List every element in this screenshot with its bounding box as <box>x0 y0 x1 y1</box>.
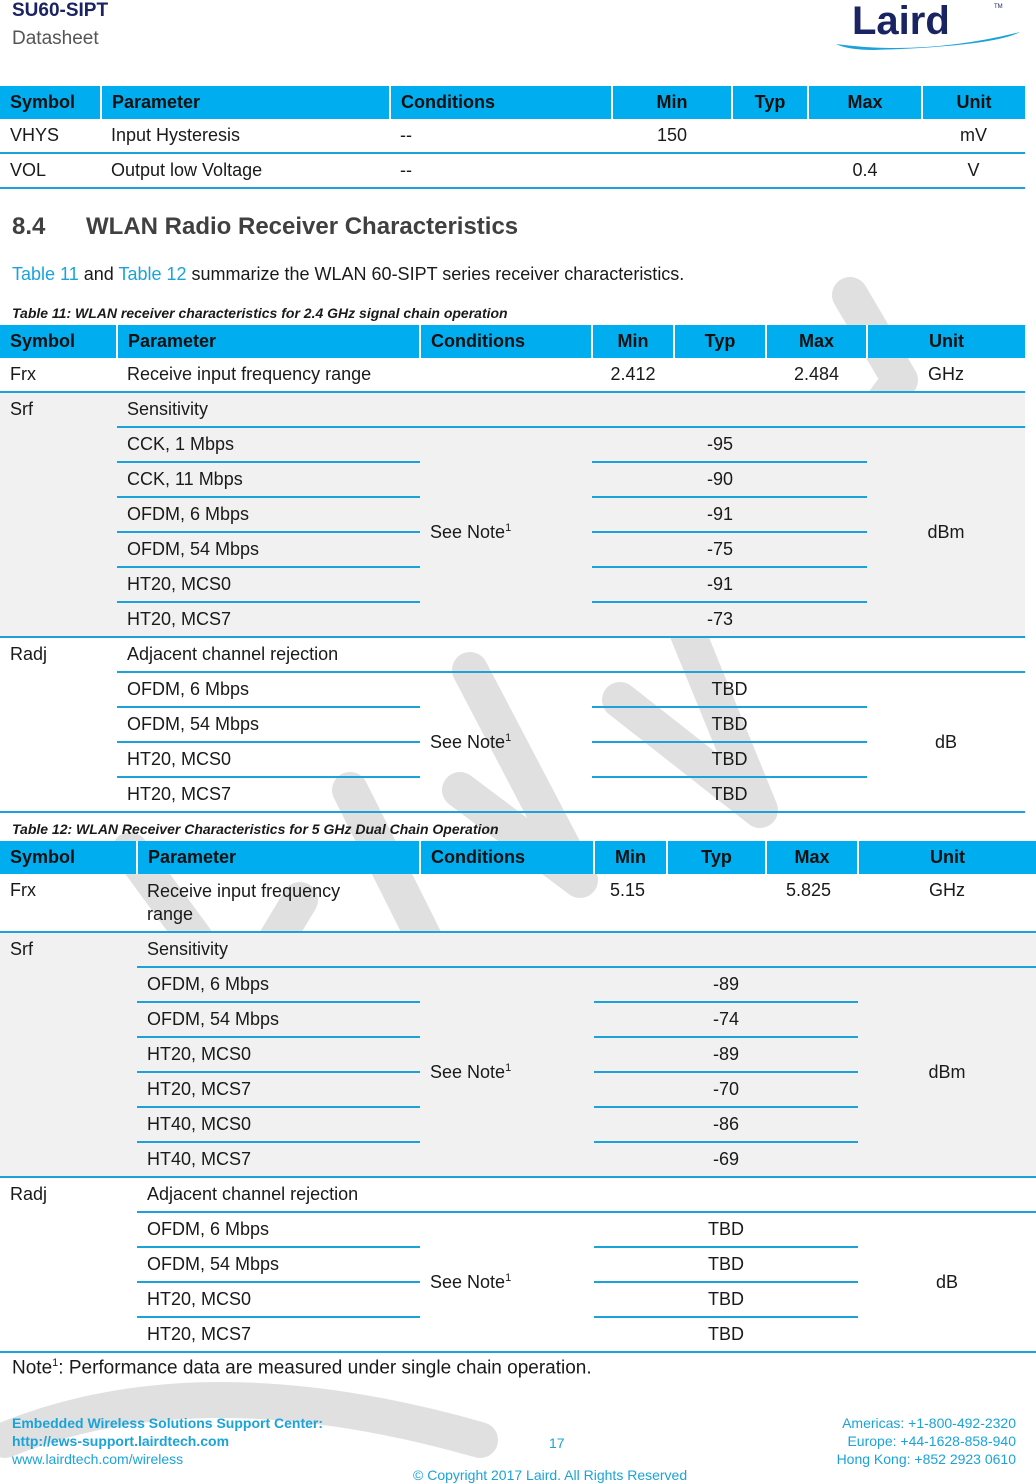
col-typ: Typ <box>674 325 766 358</box>
col-conditions: Conditions <box>420 325 592 358</box>
col-max: Max <box>808 86 922 119</box>
col-min: Min <box>594 841 667 874</box>
cell-min <box>612 153 732 188</box>
cell-typ: TBD <box>594 1247 858 1282</box>
cell-parameter: OFDM, 54 Mbps <box>137 1002 420 1037</box>
cell-symbol: Frx <box>0 874 137 932</box>
cell-min: 150 <box>612 119 732 153</box>
col-conditions: Conditions <box>420 841 594 874</box>
cell-parameter: HT20, MCS7 <box>137 1317 420 1352</box>
cell-typ: TBD <box>594 1282 858 1317</box>
cell-typ: -86 <box>594 1107 858 1142</box>
cell-unit: dB <box>867 672 1025 812</box>
cell-parameter: Input Hysteresis <box>101 119 390 153</box>
cell-max <box>808 119 922 153</box>
cell-unit: mV <box>922 119 1025 153</box>
cell-symbol: VHYS <box>0 119 101 153</box>
cell-parameter: HT20, MCS0 <box>117 567 420 602</box>
group-label: Sensitivity <box>137 932 1036 967</box>
col-parameter: Parameter <box>117 325 420 358</box>
table-row <box>0 119 1025 153</box>
cell-min: 2.412 <box>592 358 674 392</box>
svg-text:TM: TM <box>994 4 1003 10</box>
col-unit: Unit <box>867 325 1025 358</box>
table-11 <box>0 325 1025 813</box>
srf-group-row <box>0 932 1036 967</box>
cell-parameter: OFDM, 6 Mbps <box>137 967 420 1002</box>
cell-typ: -75 <box>674 532 766 567</box>
phone-europe: Europe: +44-1628-858-940 <box>847 1433 1016 1449</box>
col-parameter: Parameter <box>137 841 420 874</box>
electrical-table-continued <box>0 86 1025 189</box>
cell-typ: -74 <box>594 1002 858 1037</box>
frx-row <box>0 874 1036 932</box>
col-symbol: Symbol <box>0 841 137 874</box>
table-row <box>0 672 1025 707</box>
section-title: WLAN Radio Receiver Characteristics <box>86 213 519 240</box>
table-header-row <box>0 841 1036 874</box>
srf-group-row <box>0 392 1025 427</box>
cell-max: 2.484 <box>766 358 867 392</box>
cell-conditions: See Note$^1$ <box>420 1212 594 1352</box>
col-typ: Typ <box>732 86 808 119</box>
cell-conditions: See Note$^1$ <box>420 967 594 1177</box>
cell-symbol: Radj <box>0 1177 137 1352</box>
col-min: Min <box>592 325 674 358</box>
footnote: Note$^1$: Performance data are measured under single chain operation. <box>12 1357 592 1379</box>
table-11-link[interactable]: Table 11 <box>12 264 79 284</box>
table-row <box>0 967 1036 1002</box>
cell-parameter: HT20, MCS0 <box>137 1282 420 1317</box>
cell-max: 0.4 <box>808 153 922 188</box>
cell-parameter: OFDM, 6 Mbps <box>117 497 420 532</box>
cell-typ: -73 <box>674 602 766 637</box>
intro-text: summarize the WLAN 60-SIPT series receiver characteristics. <box>186 264 685 284</box>
group-label: Adjacent channel rejection <box>137 1177 1036 1212</box>
col-min: Min <box>612 86 732 119</box>
cell-typ: -89 <box>594 1037 858 1072</box>
document-title: SU60-SIPT <box>12 0 109 21</box>
cell-typ: -91 <box>674 567 766 602</box>
support-url-link[interactable]: http://ews-support.lairdtech.com <box>12 1433 230 1449</box>
cell-parameter: OFDM, 54 Mbps <box>137 1247 420 1282</box>
cell-typ: TBD <box>594 1317 858 1352</box>
col-typ: Typ <box>667 841 766 874</box>
cell-symbol: Srf <box>0 392 117 637</box>
cell-conditions: -- <box>390 153 612 188</box>
cell-parameter: Receive input frequency range <box>137 874 420 932</box>
cell-unit: GHz <box>867 358 1025 392</box>
phone-americas: Americas: +1-800-492-2320 <box>842 1415 1016 1431</box>
logo-text: Laird <box>852 0 950 43</box>
table-11-caption: Table 11: WLAN receiver characteristics for 2.4 GHz signal chain operation <box>12 305 508 321</box>
cell-max: 5.825 <box>766 874 858 932</box>
cell-typ: TBD <box>592 777 867 812</box>
laird-logo <box>834 0 1024 56</box>
col-unit: Unit <box>922 86 1025 119</box>
intro-text: and <box>78 264 119 284</box>
group-label: Sensitivity <box>117 392 1025 427</box>
table-12-caption: Table 12: WLAN Receiver Characteristics for 5 GHz Dual Chain Operation <box>12 821 499 837</box>
copyright: © Copyright 2017 Laird. All Rights Reserved <box>413 1467 688 1483</box>
col-conditions: Conditions <box>390 86 612 119</box>
cell-typ: TBD <box>594 1212 858 1247</box>
cell-symbol: Srf <box>0 932 137 1177</box>
cell-typ <box>732 153 808 188</box>
cell-unit: V <box>922 153 1025 188</box>
cell-typ: -89 <box>594 967 858 1002</box>
table-row <box>0 1212 1036 1247</box>
note-text: : Performance data are measured under single chain operation. <box>58 1357 592 1379</box>
table-12 <box>0 841 1036 1353</box>
website-link[interactable]: www.lairdtech.com/wireless <box>12 1451 184 1467</box>
cell-unit: GHz <box>858 874 1036 932</box>
col-max: Max <box>766 325 867 358</box>
group-label: Adjacent channel rejection <box>117 637 1025 672</box>
table-row <box>0 427 1025 462</box>
cell-parameter: HT20, MCS7 <box>117 777 420 812</box>
cell-symbol: Radj <box>0 637 117 812</box>
col-unit: Unit <box>858 841 1036 874</box>
cell-parameter: CCK, 11 Mbps <box>117 462 420 497</box>
cell-parameter: HT40, MCS0 <box>137 1107 420 1142</box>
cell-parameter: Receive input frequency range <box>117 358 420 392</box>
document-subtitle: Datasheet <box>12 28 99 49</box>
cell-parameter: HT40, MCS7 <box>137 1142 420 1177</box>
section-heading <box>12 213 518 241</box>
col-symbol: Symbol <box>0 86 101 119</box>
cell-typ: -91 <box>674 497 766 532</box>
radj-group-row <box>0 637 1025 672</box>
col-max: Max <box>766 841 858 874</box>
cell-typ: -69 <box>594 1142 858 1177</box>
support-center-label: Embedded Wireless Solutions Support Center: <box>12 1415 324 1431</box>
footer-phone-numbers <box>837 1414 1016 1468</box>
cell-parameter: Output low Voltage <box>101 153 390 188</box>
cell-parameter: HT20, MCS7 <box>117 602 420 637</box>
cell-typ: TBD <box>592 707 867 742</box>
col-symbol: Symbol <box>0 325 117 358</box>
cell-symbol: Frx <box>0 358 117 392</box>
cell-parameter: HT20, MCS0 <box>137 1037 420 1072</box>
table-row <box>0 153 1025 188</box>
cell-typ: -90 <box>674 462 766 497</box>
section-intro <box>12 264 684 285</box>
cell-parameter: OFDM, 6 Mbps <box>137 1212 420 1247</box>
cell-parameter: OFDM, 54 Mbps <box>117 707 420 742</box>
cell-parameter: OFDM, 6 Mbps <box>117 672 420 707</box>
table-12-link[interactable]: Table 12 <box>118 264 187 284</box>
col-parameter: Parameter <box>101 86 390 119</box>
cell-typ: TBD <box>592 742 867 777</box>
phone-hongkong: Hong Kong: +852 2923 0610 <box>836 1451 1016 1467</box>
cell-unit: dB <box>858 1212 1036 1352</box>
cell-unit: dBm <box>858 967 1036 1177</box>
footer-contact <box>12 1414 323 1468</box>
note-label: Note <box>12 1357 53 1379</box>
cell-parameter: HT20, MCS7 <box>137 1072 420 1107</box>
cell-conditions: -- <box>390 119 612 153</box>
page-number: 17 <box>549 1435 565 1451</box>
section-number: 8.4 <box>12 213 46 240</box>
cell-typ: -95 <box>674 427 766 462</box>
cell-min: 5.15 <box>594 874 667 932</box>
cell-typ: TBD <box>592 672 867 707</box>
cell-typ <box>732 119 808 153</box>
table-header-row <box>0 86 1025 119</box>
cell-conditions: See Note$^1$ <box>420 427 592 637</box>
cell-unit: dBm <box>867 427 1025 637</box>
radj-group-row <box>0 1177 1036 1212</box>
cell-parameter: HT20, MCS0 <box>117 742 420 777</box>
frx-row <box>0 358 1025 392</box>
cell-symbol: VOL <box>0 153 101 188</box>
cell-typ: -70 <box>594 1072 858 1107</box>
cell-parameter: CCK, 1 Mbps <box>117 427 420 462</box>
cell-parameter: OFDM, 54 Mbps <box>117 532 420 567</box>
cell-conditions: See Note$^1$ <box>420 672 592 812</box>
table-header-row <box>0 325 1025 358</box>
